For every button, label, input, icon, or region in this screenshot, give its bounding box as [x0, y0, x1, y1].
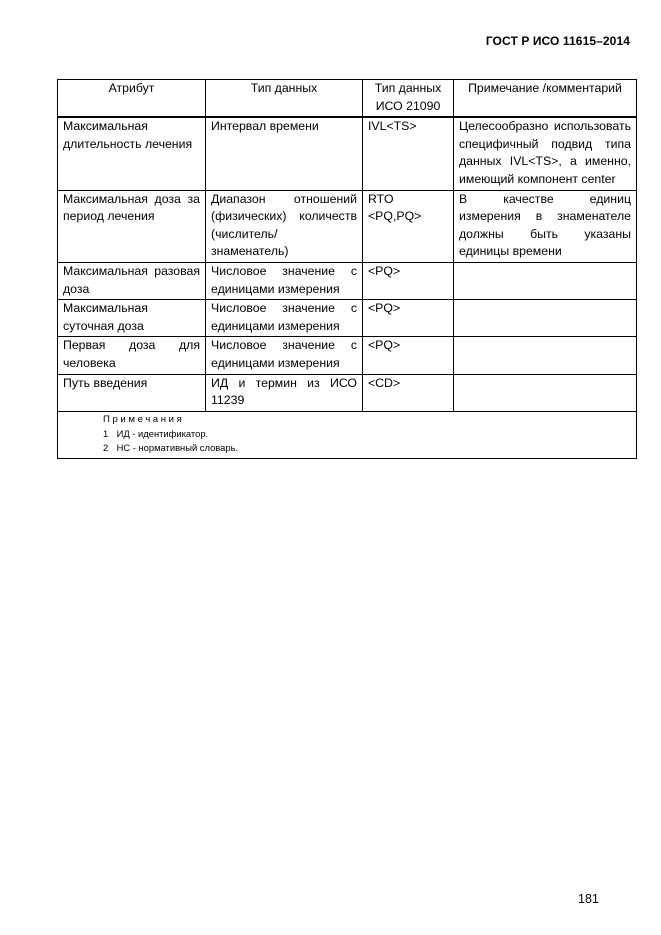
cell-attribute: Максимальная разовая доза — [58, 262, 206, 299]
cell-attribute: Путь введения — [58, 374, 206, 411]
cell-data-type: Диапазон отношений (физических) количеств (числитель/ знаменатель) — [206, 190, 363, 262]
note-text: ИД - идентификатор. — [116, 427, 209, 439]
table-header-row — [58, 80, 637, 118]
table-row — [58, 300, 637, 337]
cell-iso-type: <PQ> — [363, 337, 454, 374]
note-number: 2 — [103, 441, 109, 453]
table-row — [58, 117, 637, 190]
note-number: 1 — [103, 427, 109, 439]
cell-note: В качестве единиц измерения в знаменателе должны быть указаны единицы времени — [454, 190, 637, 262]
note-item — [103, 441, 636, 455]
cell-attribute: Максимальная доза за период лечения — [58, 190, 206, 262]
cell-iso-type: <CD> — [363, 374, 454, 411]
cell-iso-type: RTO <PQ,PQ> — [363, 190, 454, 262]
cell-note — [454, 337, 637, 374]
cell-iso-type: IVL<TS> — [363, 117, 454, 190]
cell-data-type: Числовое значение с единицами измерения — [206, 262, 363, 299]
column-header-note: Примечание /комментарий — [454, 80, 637, 118]
notes-title: Примечания — [103, 413, 185, 425]
cell-attribute: Максимальная длительность лечения — [58, 117, 206, 190]
cell-data-type: Числовое значение с единицами измерения — [206, 337, 363, 374]
cell-note — [454, 300, 637, 337]
cell-attribute: Максимальная суточная доза — [58, 300, 206, 337]
cell-iso-type: <PQ> — [363, 262, 454, 299]
cell-iso-type: <PQ> — [363, 300, 454, 337]
document-code: ГОСТ Р ИСО 11615–2014 — [485, 34, 630, 48]
column-header-attribute: Атрибут — [58, 80, 206, 118]
note-item — [103, 427, 636, 441]
column-header-iso-type: Тип данных ИСО 21090 — [363, 80, 454, 118]
table-row — [58, 374, 637, 411]
note-text: НС - нормативный словарь. — [116, 441, 239, 453]
table-row — [58, 190, 637, 262]
column-header-data-type: Тип данных — [206, 80, 363, 118]
table-row — [58, 262, 637, 299]
table-row — [58, 337, 637, 374]
cell-note — [454, 262, 637, 299]
notes-row — [58, 411, 637, 458]
cell-data-type: Интервал времени — [206, 117, 363, 190]
cell-data-type: Числовое значение с единицами измерения — [206, 300, 363, 337]
cell-data-type: ИД и термин из ИСО 11239 — [206, 374, 363, 411]
page-number: 181 — [578, 892, 599, 906]
cell-attribute: Первая доза для человека — [58, 337, 206, 374]
cell-note: Целесообразно использовать специфичный подвид типа данных IVL<TS>, а именно, имеющий компонент center — [454, 117, 637, 190]
notes-cell — [58, 411, 637, 458]
attributes-table — [57, 79, 637, 459]
cell-note — [454, 374, 637, 411]
